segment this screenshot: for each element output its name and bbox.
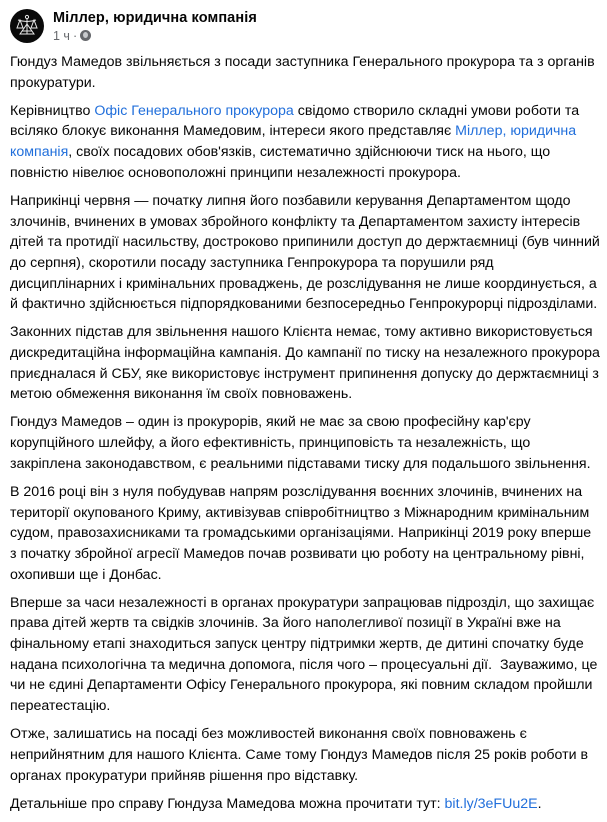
text: свідомо створило складні умови роботи та всіляко блокує виконання Мамедовим, інтереси якого представляє <box>10 102 580 140</box>
post-time[interactable]: 1 ч <box>53 28 70 43</box>
page-name-link[interactable]: Міллер, юридична компанія <box>53 9 257 26</box>
text: Керівництво <box>10 102 95 119</box>
paragraph-5: Гюндуз Мамедов – один із прокурорів, який не має за свою професійну кар'єру корупційного шлейфу, а його ефективність, принциповість та незалежність, що закріплена законодавством, є реальними підставами тиску для подальшого звільнення. <box>10 414 591 472</box>
text: , своїх посадових обов'язків, систематично здійснюючи тиск на нього, що повністю нівелює основоположні принципи незалежності прокурора. <box>10 144 551 181</box>
paragraph-9 <box>10 794 600 815</box>
page-avatar[interactable] <box>10 9 44 43</box>
text: Детальніше про справу Гюндуза Мамедова можна прочитати тут: <box>10 795 445 812</box>
office-prosecutor-link[interactable]: Офіс Генерального прокурора <box>94 102 294 119</box>
scales-logo-icon <box>14 13 40 39</box>
post-meta <box>53 28 257 44</box>
text: . <box>537 795 542 812</box>
miller-law-firm-link[interactable]: Міллер, юридична компанія <box>10 123 577 161</box>
post-header <box>10 9 257 43</box>
paragraph-3: Наприкінці червня — початку липня його позбавили керування Департаментом щодо злочинів, вчинених в умовах збройного конфлікту та Департаментом захисту інтересів дітей та протидії насильству, достроково припинили доступ до держтаємниці (був чинний до серпня), скоротили посаду заступника Генпрокурора та порушили ряд дисциплінарних і кримінальних проваджень, де розслідування не лише координується, а й фактично здійснюється підпорядкованими безпосередньо Генпрокурорці підрозділами. <box>10 192 600 313</box>
globe-icon[interactable] <box>80 30 91 41</box>
paragraph-7: Вперше за часи незалежності в органах прокуратури запрацював підрозділ, що захищає права дітей жертв та свідків злочинів. За його наполегливої позиції в Україні вже на фінальному етапі знаходиться запуск центру підтримки жертв, де дитині спочатку буде надана психологічна та медична допомога, після чого – процесуальні дії. Зауважимо, це чи не єдині Департаменти Офісу Генерального прокурора, які повним складом пройшли переатестацію. <box>10 594 602 715</box>
paragraph-1: Гюндуз Мамедов звільняється з посади заступника Генерального прокурора та з органів прокуратури. <box>10 54 595 91</box>
paragraph-4: Законних підстав для звільнення нашого Клієнта немає, тому активно використовується дискредитаційна інформаційна кампанія. До кампанії по тиску на незалежного прокурора приєдналася й СБУ, яке використовує інструмент припинення допуску до держтаємниці з метою обмеження виконання їм своїх повноважень. <box>10 324 600 403</box>
paragraph-8: Отже, залишатись на посаді без можливостей виконання своїх повноважень є неприйнятним для нашого Клієнта. Саме тому Гюндуз Мамедов після 25 років роботи в органах прокуратури прийняв рішення про відставку. <box>10 726 589 784</box>
post-body <box>10 52 600 822</box>
bitly-link[interactable]: bit.ly/3eFUu2E <box>444 795 538 812</box>
meta-separator: · <box>72 28 78 43</box>
paragraph-6: В 2016 році він з нуля побудував напрям розслідування воєнних злочинів, вчинених на території окупованого Криму, активізував співробітництво з Міжнародним кримінальним судом, правозахисниками та громадськими організаціями. Наприкінці 2019 року вперше з початку збройної агресії Мамедов почав розвивати цю роботу на центральному рівні, охопивши ще і Донбас. <box>10 483 592 583</box>
paragraph-2 <box>10 101 600 184</box>
